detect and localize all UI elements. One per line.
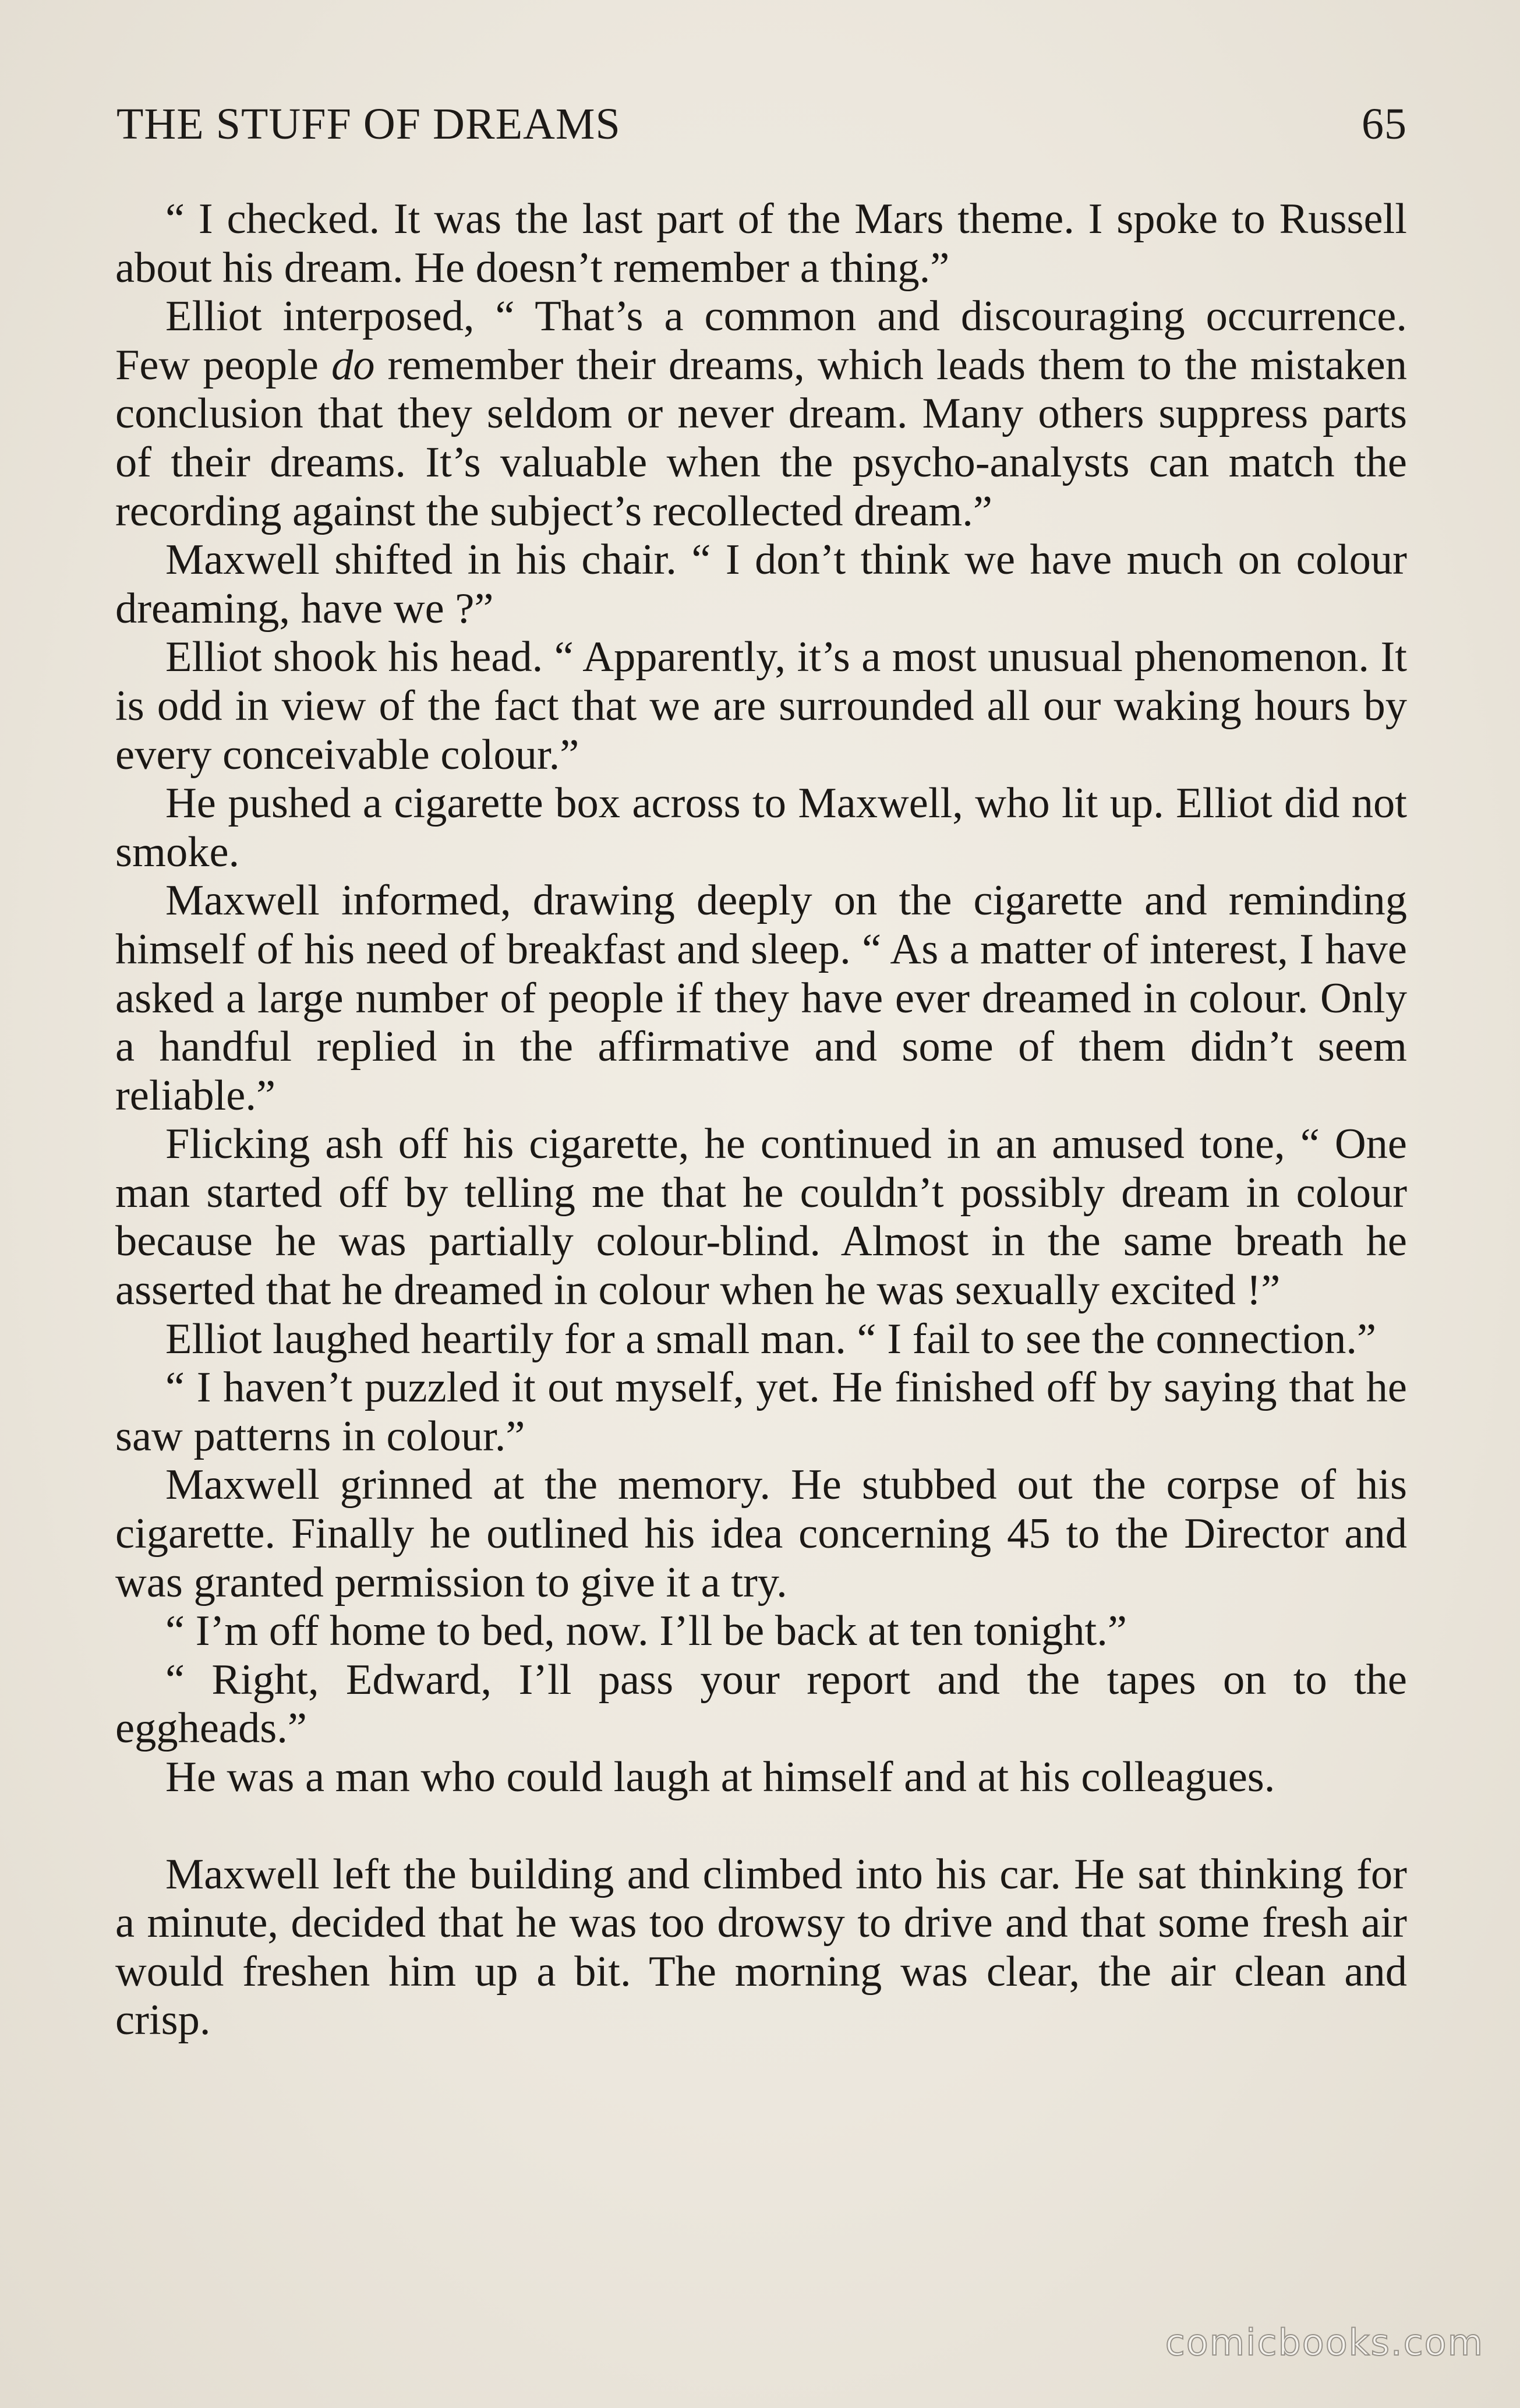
paragraph-2 [115,292,1407,536]
paragraph-4: Elliot shook his head. “ Apparently, it’s a most unusual phenomenon. It is odd in view of the fact that we are surrounded all our waking hours by every conceivable colour.” [115,633,1407,779]
paragraph-2-part-1: Elliot interposed, “ That’s a common and discouraging occurrence. Few people [115,292,1407,389]
page-number: 65 [1362,100,1407,149]
paragraph-10: Maxwell grinned at the memory. He stubbed out the corpse of his cigarette. Finally he outlined his idea concerning 45 to the Director and was granted permission to give it a try. [115,1461,1407,1606]
paragraph-1: “ I checked. It was the last part of the Mars theme. I spoke to Russell about his dream. He doesn’t remember a thing.” [115,195,1407,292]
paragraph-2-part-2: remember their dreams, which leads them to the mistaken conclusion that they seldom or never dream. Many others suppress parts of their dreams. It’s valuable when the psycho-analysts can match the recording against the subject’s recollected dream.” [115,341,1407,535]
paragraph-9: “ I haven’t puzzled it out myself, yet. He finished off by saying that he saw patterns in colour.” [115,1364,1407,1460]
paragraph-12: “ Right, Edward, I’ll pass your report and the tapes on to the eggheads.” [115,1655,1407,1753]
body-text [115,195,1407,2045]
paragraph-5: He pushed a cigarette box across to Maxwell, who lit up. Elliot did not smoke. [115,779,1407,876]
paragraph-6: Maxwell informed, drawing deeply on the cigarette and reminding himself of his need of breakfast and sleep. “ As a matter of interest, I have asked a large number of people if they have ever dreamed in colour. Only a handful replied in the affirmative and some of them didn’t seem reliable.” [115,877,1407,1120]
paragraph-14: Maxwell left the building and climbed into his car. He sat thinking for a minute, decided that he was too drowsy to drive and that some fresh air would freshen him up a bit. The morning was clear, the air clean and crisp. [115,1850,1407,2045]
running-head [116,99,1407,151]
running-title: THE STUFF OF DREAMS [116,100,621,149]
paragraph-3: Maxwell shifted in his chair. “ I don’t think we have much on colour dreaming, have we ?” [115,536,1407,633]
watermark-logo: comicbooks.com [1165,2321,1484,2364]
paragraph-8: Elliot laughed heartily for a small man. “ I fail to see the connection.” [165,1315,1377,1363]
paragraph-11: “ I’m off home to bed, now. I’ll be back at ten tonight.” [165,1607,1127,1655]
paragraph-7: Flicking ash off his cigarette, he continued in an amused tone, “ One man started off by telling me that he couldn’t possibly dream in colour because he was partially colour-​blind. Almost in the same breath he asserted that he dreamed in colour when he was sexually excited !” [115,1120,1407,1315]
paragraph-13: He was a man who could laugh at himself and at his colleagues. [165,1753,1275,1801]
paragraph-2-emphasis: do [331,341,375,389]
